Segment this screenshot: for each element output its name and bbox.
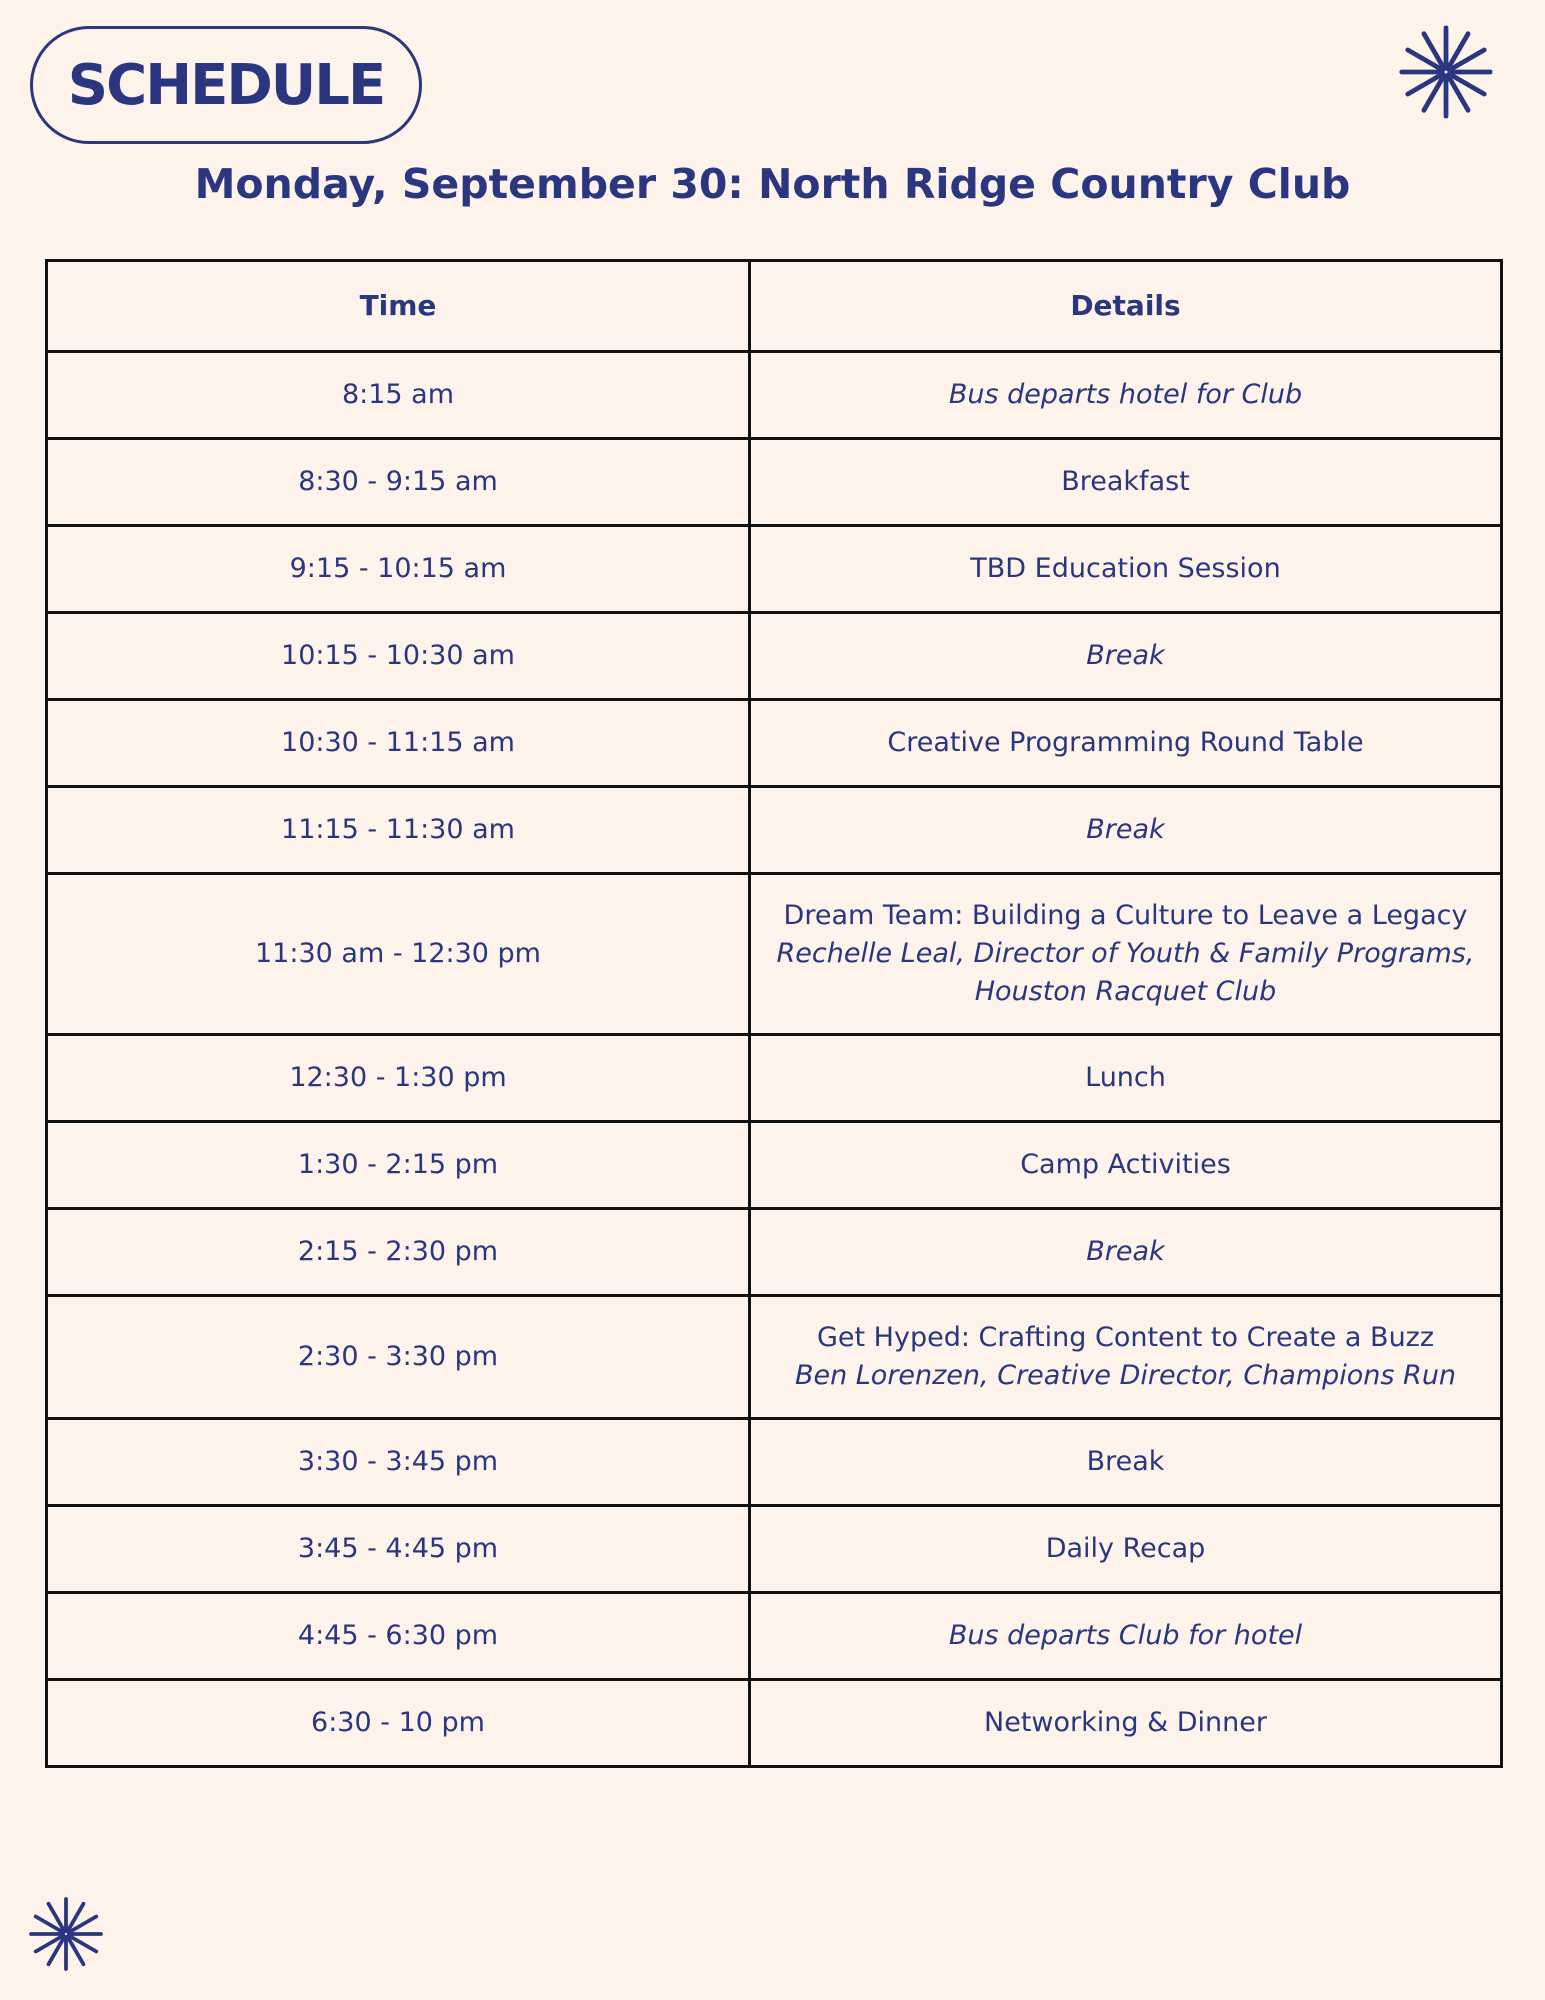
details-cell xyxy=(750,1593,1502,1680)
time-cell: 1:30 - 2:15 pm xyxy=(47,1122,750,1209)
details-cell xyxy=(750,613,1502,700)
details-line: Camp Activities xyxy=(1020,1149,1231,1180)
time-cell: 11:30 am - 12:30 pm xyxy=(47,874,750,1035)
details-line: Break xyxy=(1086,640,1165,671)
table-row xyxy=(47,526,1502,613)
schedule-badge-label: SCHEDULE xyxy=(67,52,385,118)
details-cell xyxy=(750,1506,1502,1593)
details-line: Break xyxy=(1086,814,1165,845)
time-cell: 8:30 - 9:15 am xyxy=(47,439,750,526)
schedule-table xyxy=(45,259,1503,1768)
table-row xyxy=(47,613,1502,700)
time-cell: 12:30 - 1:30 pm xyxy=(47,1035,750,1122)
time-cell: 9:15 - 10:15 am xyxy=(47,526,750,613)
schedule-badge xyxy=(30,26,422,144)
table-row xyxy=(47,1209,1502,1296)
details-line: Houston Racquet Club xyxy=(974,976,1277,1007)
starburst-icon xyxy=(28,1896,104,1972)
time-cell: 3:45 - 4:45 pm xyxy=(47,1506,750,1593)
table-row xyxy=(47,439,1502,526)
time-cell: 3:30 - 3:45 pm xyxy=(47,1419,750,1506)
details-cell xyxy=(750,1680,1502,1767)
table-row xyxy=(47,1419,1502,1506)
table-row xyxy=(47,1296,1502,1419)
details-cell xyxy=(750,700,1502,787)
table-row xyxy=(47,352,1502,439)
table-row xyxy=(47,1122,1502,1209)
schedule-body xyxy=(47,352,1502,1767)
time-cell: 11:15 - 11:30 am xyxy=(47,787,750,874)
details-line: Lunch xyxy=(1085,1062,1166,1093)
details-cell xyxy=(750,352,1502,439)
table-row xyxy=(47,1680,1502,1767)
details-line: Dream Team: Building a Culture to Leave a Legacy xyxy=(783,900,1468,931)
starburst-icon xyxy=(1398,24,1494,120)
table-row xyxy=(47,1593,1502,1680)
details-line: Break xyxy=(1086,1236,1165,1267)
details-cell xyxy=(750,439,1502,526)
details-line: Bus departs Club for hotel xyxy=(948,1620,1303,1651)
time-cell: 2:30 - 3:30 pm xyxy=(47,1296,750,1419)
table-header-row xyxy=(47,261,1502,352)
time-cell: 6:30 - 10 pm xyxy=(47,1680,750,1767)
details-cell xyxy=(750,787,1502,874)
page-title: Monday, September 30: North Ridge Country Club xyxy=(194,160,1351,208)
table-row xyxy=(47,874,1502,1035)
time-cell: 10:30 - 11:15 am xyxy=(47,700,750,787)
details-cell xyxy=(750,1209,1502,1296)
details-cell xyxy=(750,1035,1502,1122)
details-line: Creative Programming Round Table xyxy=(887,727,1364,758)
table-row xyxy=(47,1035,1502,1122)
table-row xyxy=(47,787,1502,874)
details-line: Daily Recap xyxy=(1045,1533,1206,1564)
details-cell xyxy=(750,526,1502,613)
details-line: Break xyxy=(1086,1446,1165,1477)
details-cell xyxy=(750,1122,1502,1209)
details-line: Rechelle Leal, Director of Youth & Family Programs, xyxy=(776,938,1475,969)
details-cell xyxy=(750,1419,1502,1506)
time-cell: 2:15 - 2:30 pm xyxy=(47,1209,750,1296)
time-cell: 8:15 am xyxy=(47,352,750,439)
details-line: Networking & Dinner xyxy=(984,1707,1267,1738)
details-line: TBD Education Session xyxy=(970,553,1281,584)
column-header-time: Time xyxy=(47,261,750,352)
details-cell xyxy=(750,1296,1502,1419)
table-row xyxy=(47,1506,1502,1593)
table-row xyxy=(47,700,1502,787)
details-cell xyxy=(750,874,1502,1035)
details-line: Get Hyped: Crafting Content to Create a Buzz xyxy=(816,1322,1435,1353)
details-line: Ben Lorenzen, Creative Director, Champions Run xyxy=(794,1360,1457,1391)
time-cell: 4:45 - 6:30 pm xyxy=(47,1593,750,1680)
details-line: Bus departs hotel for Club xyxy=(948,379,1303,410)
details-line: Breakfast xyxy=(1061,466,1190,497)
column-header-details: Details xyxy=(750,261,1502,352)
time-cell: 10:15 - 10:30 am xyxy=(47,613,750,700)
